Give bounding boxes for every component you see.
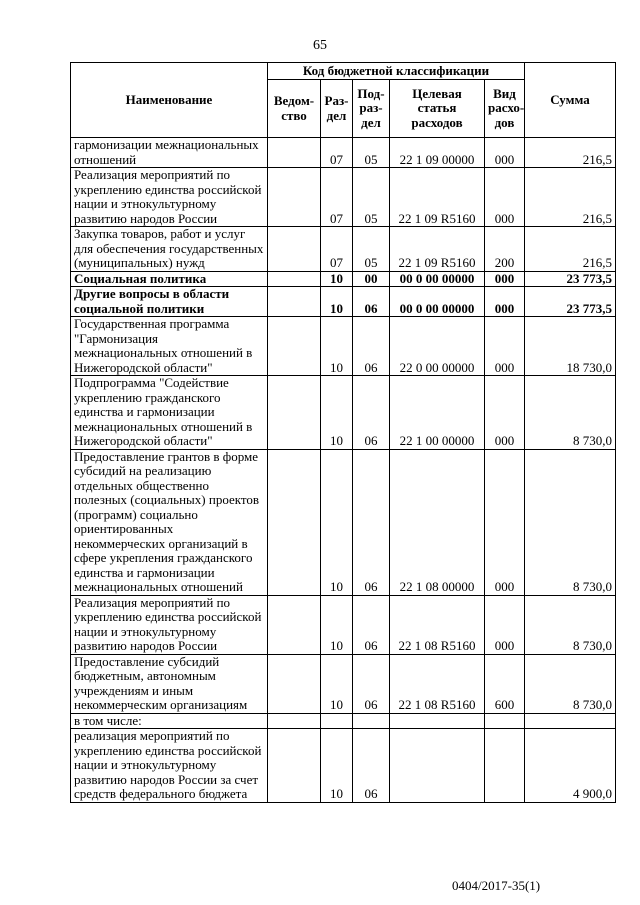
row-section: 10 xyxy=(321,595,353,654)
row-subsection: 06 xyxy=(353,449,390,595)
row-name: гармонизации межнациональных отношений xyxy=(71,138,268,168)
table-row xyxy=(71,138,616,168)
row-name: Закупка товаров, работ и услуг для обеспечения государственных (муниципальных) нужд xyxy=(71,227,268,272)
row-name: в том числе: xyxy=(71,713,268,729)
row-target-article: 00 0 00 00000 xyxy=(390,271,485,287)
row-expense-type: 200 xyxy=(485,227,525,272)
row-department xyxy=(268,729,321,803)
row-sum: 23 773,5 xyxy=(525,287,616,317)
header-subsection: Под- раз- дел xyxy=(353,80,390,138)
row-expense-type: 000 xyxy=(485,168,525,227)
table-row xyxy=(71,287,616,317)
table-row xyxy=(71,654,616,713)
row-subsection: 00 xyxy=(353,271,390,287)
row-name: Предоставление грантов в форме субсидий на реализацию отдельных общественно полезных (социальных) проектов (программ) социально ориентированных некоммерческих организаций в сфере укрепления гражданского единства и гармонизации межнациональных отношений xyxy=(71,449,268,595)
row-target-article: 22 1 09 00000 xyxy=(390,138,485,168)
row-expense-type xyxy=(485,713,525,729)
row-target-article: 22 1 08 R5160 xyxy=(390,595,485,654)
row-target-article: 22 1 09 R5160 xyxy=(390,227,485,272)
row-subsection: 06 xyxy=(353,376,390,450)
row-sum: 8 730,0 xyxy=(525,376,616,450)
row-expense-type: 000 xyxy=(485,317,525,376)
row-section xyxy=(321,713,353,729)
row-sum: 8 730,0 xyxy=(525,449,616,595)
row-subsection: 06 xyxy=(353,595,390,654)
header-department: Ведом- ство xyxy=(268,80,321,138)
row-section: 10 xyxy=(321,376,353,450)
table-row xyxy=(71,168,616,227)
row-expense-type: 000 xyxy=(485,449,525,595)
row-expense-type: 600 xyxy=(485,654,525,713)
row-name: Социальная политика xyxy=(71,271,268,287)
row-sum: 23 773,5 xyxy=(525,271,616,287)
page-number: 65 xyxy=(313,38,327,53)
table-row xyxy=(71,227,616,272)
row-sum: 8 730,0 xyxy=(525,654,616,713)
row-target-article: 22 1 00 00000 xyxy=(390,376,485,450)
row-department xyxy=(268,227,321,272)
header-sum: Сумма xyxy=(525,63,616,138)
row-target-article: 22 0 00 00000 xyxy=(390,317,485,376)
row-section: 10 xyxy=(321,317,353,376)
row-name: реализация мероприятий по укреплению единства российской нации и этнокультурному развитию народов России за счет средств федерального бюджета xyxy=(71,729,268,803)
row-subsection: 06 xyxy=(353,317,390,376)
table-row xyxy=(71,713,616,729)
row-sum: 216,5 xyxy=(525,138,616,168)
row-target-article: 00 0 00 00000 xyxy=(390,287,485,317)
row-department xyxy=(268,168,321,227)
row-department xyxy=(268,138,321,168)
header-name: Наименование xyxy=(71,63,268,138)
row-department xyxy=(268,595,321,654)
row-subsection: 06 xyxy=(353,654,390,713)
row-department xyxy=(268,317,321,376)
row-name: Подпрограмма "Содействие укреплению гражданского единства и гармонизации межнациональных отношений в Нижегородской области" xyxy=(71,376,268,450)
row-subsection: 06 xyxy=(353,729,390,803)
row-sum: 4 900,0 xyxy=(525,729,616,803)
header-expense-type: Вид расхо- дов xyxy=(485,80,525,138)
row-name: Государственная программа "Гармонизация межнациональных отношений в Нижегородской области" xyxy=(71,317,268,376)
row-department xyxy=(268,287,321,317)
row-section: 10 xyxy=(321,729,353,803)
row-section: 07 xyxy=(321,138,353,168)
row-section: 10 xyxy=(321,654,353,713)
header-classification-code: Код бюджетной классификации xyxy=(268,63,525,80)
row-department xyxy=(268,654,321,713)
table-row xyxy=(71,317,616,376)
row-section: 10 xyxy=(321,271,353,287)
row-sum: 216,5 xyxy=(525,227,616,272)
row-target-article: 22 1 08 R5160 xyxy=(390,654,485,713)
row-department xyxy=(268,449,321,595)
row-sum: 216,5 xyxy=(525,168,616,227)
row-expense-type xyxy=(485,729,525,803)
row-name: Реализация мероприятий по укреплению единства российской нации и этнокультурному развитию народов России xyxy=(71,168,268,227)
row-expense-type: 000 xyxy=(485,376,525,450)
table-row xyxy=(71,449,616,595)
row-expense-type: 000 xyxy=(485,287,525,317)
row-name: Другие вопросы в области социальной политики xyxy=(71,287,268,317)
row-target-article xyxy=(390,713,485,729)
row-subsection xyxy=(353,713,390,729)
header-section: Раз- дел xyxy=(321,80,353,138)
row-sum: 18 730,0 xyxy=(525,317,616,376)
table-row xyxy=(71,376,616,450)
table-row xyxy=(71,271,616,287)
row-subsection: 05 xyxy=(353,138,390,168)
row-section: 07 xyxy=(321,168,353,227)
row-expense-type: 000 xyxy=(485,595,525,654)
row-subsection: 05 xyxy=(353,227,390,272)
row-name: Предоставление субсидий бюджетным, автономным учреждениям и иным некоммерческим организациям xyxy=(71,654,268,713)
row-section: 10 xyxy=(321,449,353,595)
row-expense-type: 000 xyxy=(485,138,525,168)
row-department xyxy=(268,271,321,287)
row-sum: 8 730,0 xyxy=(525,595,616,654)
table-row xyxy=(71,729,616,803)
row-target-article: 22 1 08 00000 xyxy=(390,449,485,595)
document-code: 0404/2017-35(1) xyxy=(452,878,541,893)
row-section: 10 xyxy=(321,287,353,317)
header-target-article: Целевая статья расходов xyxy=(390,80,485,138)
row-department xyxy=(268,713,321,729)
row-section: 07 xyxy=(321,227,353,272)
row-target-article: 22 1 09 R5160 xyxy=(390,168,485,227)
budget-table xyxy=(70,62,616,803)
row-subsection: 06 xyxy=(353,287,390,317)
row-sum xyxy=(525,713,616,729)
row-name: Реализация мероприятий по укреплению единства российской нации и этнокультурному развитию народов России xyxy=(71,595,268,654)
table-row xyxy=(71,595,616,654)
row-subsection: 05 xyxy=(353,168,390,227)
row-target-article xyxy=(390,729,485,803)
row-department xyxy=(268,376,321,450)
row-expense-type: 000 xyxy=(485,271,525,287)
